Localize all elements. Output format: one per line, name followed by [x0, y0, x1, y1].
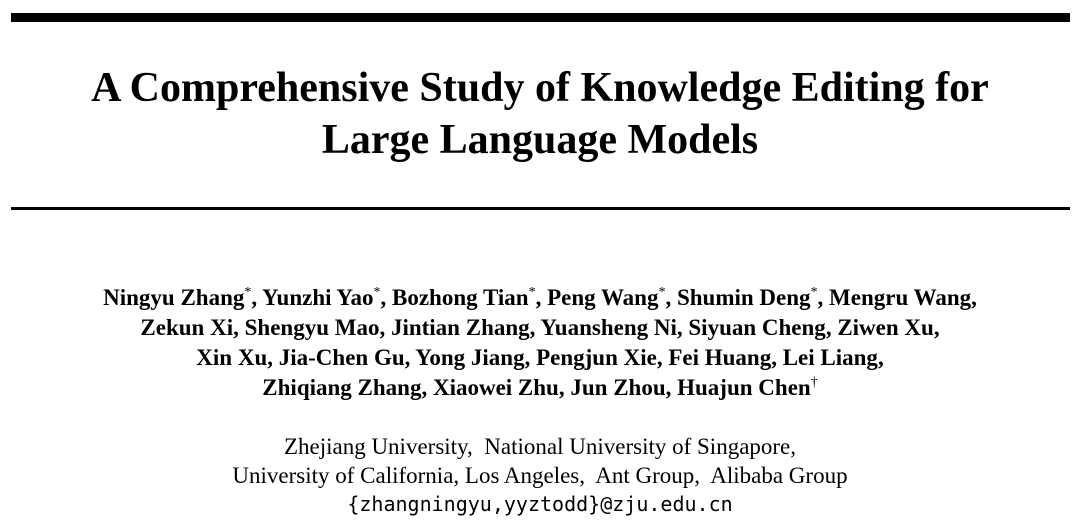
author-footnote-mark: †: [810, 375, 818, 390]
author-separator: ,: [665, 285, 677, 310]
affiliation-line: University of California, Los Angeles, Ant Group, Alibaba Group: [232, 463, 848, 488]
affiliations: [0, 432, 1080, 519]
author-separator: ,: [558, 375, 571, 400]
author-separator: ,: [771, 345, 783, 370]
bottom-rule: [11, 207, 1070, 210]
author-list: [0, 283, 1080, 403]
author-name: Mengru Wang: [829, 285, 972, 310]
author-separator: ,: [251, 285, 263, 310]
author-name: Peng Wang: [547, 285, 659, 310]
author-separator: ,: [379, 315, 391, 340]
author-separator: ,: [817, 285, 830, 310]
author-separator: ,: [665, 375, 678, 400]
author-separator: ,: [825, 315, 838, 340]
author-separator: ,: [656, 345, 669, 370]
author-separator: ,: [535, 285, 548, 310]
author-separator: ,: [529, 315, 541, 340]
title-line: Large Language Models: [321, 117, 759, 163]
author-separator: ,: [380, 285, 392, 310]
affiliation-line: Zhejiang University, National University of Singapore,: [283, 434, 797, 459]
author-name: Huajun Chen: [677, 375, 811, 400]
author-name: Zhiqiang Zhang: [262, 375, 422, 400]
author-name: Shengyu Mao: [244, 315, 380, 340]
author-line: [0, 373, 1080, 403]
author-name: Zekun Xi: [140, 315, 234, 340]
author-separator: ,: [676, 315, 689, 340]
author-separator: ,: [267, 345, 279, 370]
author-separator: ,: [524, 345, 537, 370]
author-separator: ,: [421, 375, 433, 400]
author-name: Ningyu Zhang: [103, 285, 245, 310]
author-name: Yong Jiang: [415, 345, 525, 370]
author-separator: ,: [933, 315, 940, 340]
author-separator: ,: [877, 345, 884, 370]
author-name: Shumin Deng: [676, 285, 811, 310]
author-footnote-mark: *: [373, 285, 381, 300]
author-line: [0, 343, 1080, 373]
top-rule: [11, 13, 1070, 22]
author-name: Lei Liang: [782, 345, 878, 370]
author-name: Siyuan Cheng: [688, 315, 826, 340]
author-name: Xiaowei Zhu: [432, 375, 559, 400]
author-name: Jia-Chen Gu: [278, 345, 405, 370]
author-line: [0, 283, 1080, 313]
author-name: Jun Zhou: [570, 375, 666, 400]
author-name: Yunzhi Yao: [262, 285, 374, 310]
author-name: Jintian Zhang: [390, 315, 530, 340]
author-separator: ,: [971, 285, 977, 310]
author-separator: ,: [233, 315, 245, 340]
author-line: [0, 313, 1080, 343]
author-name: Ziwen Xu: [837, 315, 934, 340]
author-footnote-mark: *: [528, 285, 536, 300]
author-footnote-mark: *: [658, 285, 666, 300]
paper-title: [0, 62, 1080, 166]
author-name: Xin Xu: [196, 345, 268, 370]
author-name: Fei Huang: [668, 345, 772, 370]
title-line: A Comprehensive Study of Knowledge Editing for: [91, 65, 989, 111]
author-name: Pengjun Xie: [536, 345, 657, 370]
contact-email: {zhangningyu,yyztodd}@zju.edu.cn: [347, 492, 733, 516]
author-name: Bozhong Tian: [391, 285, 529, 310]
author-footnote-mark: *: [810, 285, 818, 300]
author-footnote-mark: *: [244, 285, 252, 300]
author-name: Yuansheng Ni: [540, 315, 677, 340]
author-separator: ,: [404, 345, 416, 370]
